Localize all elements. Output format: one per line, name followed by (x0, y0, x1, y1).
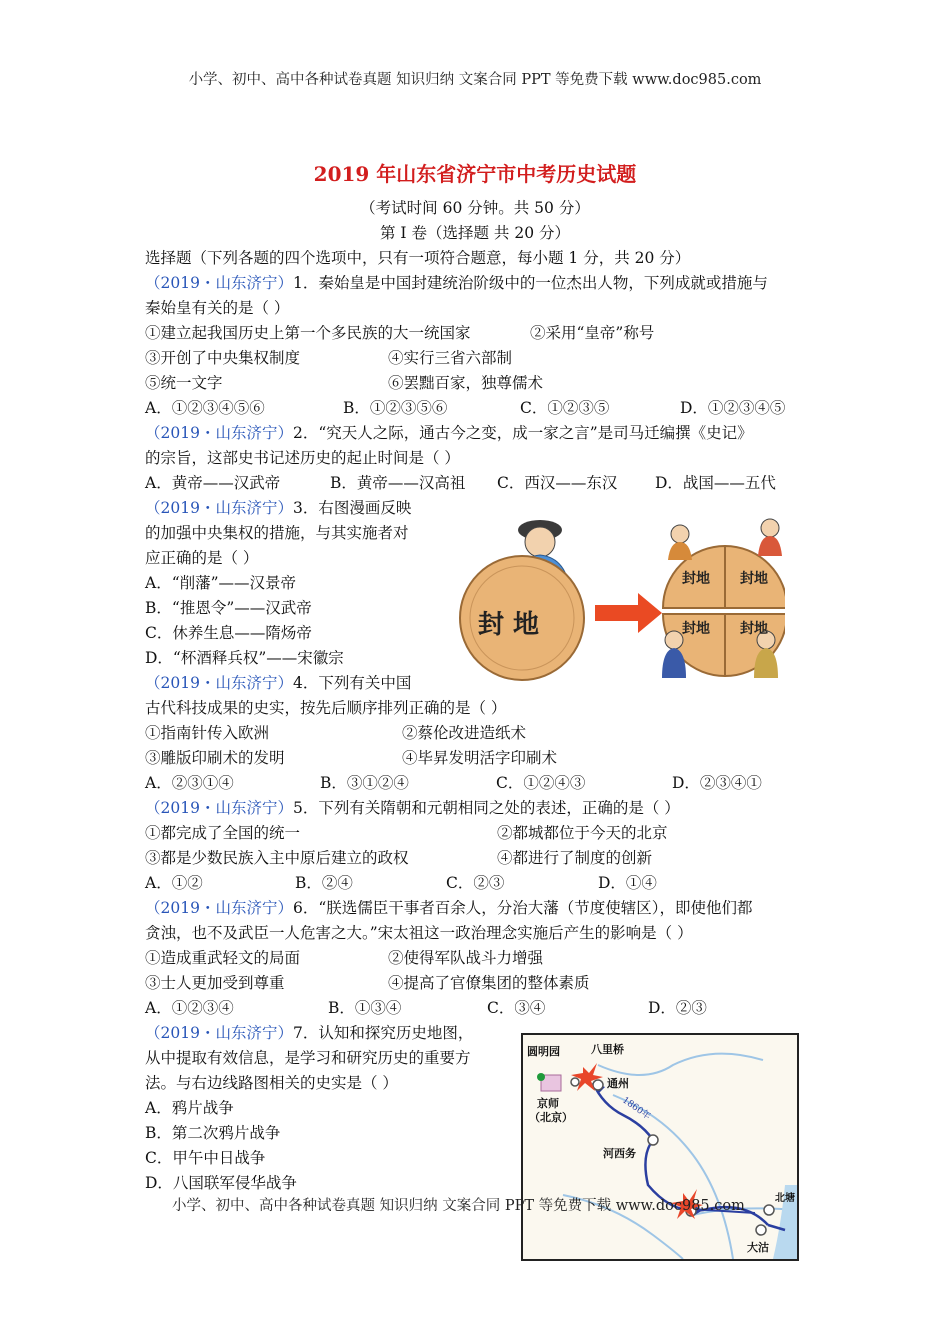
page-footer: 小学、初中、高中各种试卷真题 知识归纳 文案合同 PPT 等免费下载 www.doc985.com (172, 1198, 745, 1214)
q4-option-d: D．②③④① (672, 774, 762, 792)
section-title: 第 I 卷（选择题 共 20 分） (380, 224, 570, 242)
q7-option-a: A．鸦片战争 (145, 1099, 234, 1117)
q3-option-b: B．“推恩令”——汉武帝 (145, 599, 312, 617)
q4-stem: （2019・山东济宁）4．下列有关中国 (145, 674, 412, 692)
q2-option-c: C．西汉——东汉 (497, 474, 618, 492)
cartoon-small-label: 封地 (740, 571, 768, 587)
q4-option-b: B．③①②④ (320, 774, 409, 792)
q4-option-c: C．①②④③ (496, 774, 586, 792)
q5-item: ①都完成了全国的统一 (145, 824, 301, 842)
q6-item: ③士人更加受到尊重 (145, 974, 285, 992)
q5-item: ②都城都位于今天的北京 (497, 824, 668, 842)
q5-item: ③都是少数民族入主中原后建立的政权 (145, 849, 409, 867)
q6-option-a: A．①②③④ (145, 999, 234, 1017)
q1-item: ⑤统一文字 (145, 374, 223, 392)
cartoon-big-label: 封 地 (478, 610, 540, 640)
q1-option-a: A．①②③④⑤⑥ (145, 399, 265, 417)
cartoon-small-label: 封地 (682, 571, 710, 587)
q6-item: ④提高了官僚集团的整体素质 (388, 974, 590, 992)
q7-tag: （2019・山东济宁） (145, 1024, 293, 1042)
route-map (521, 1033, 799, 1261)
q2-stem-cont: 的宗旨，这部史书记述历史的起止时间是（ ） (145, 449, 460, 467)
q1-option-d: D．①②③④⑤ (680, 399, 786, 417)
q5-option-a: A．①② (145, 874, 203, 892)
q6-stem: （2019・山东济宁）6．“朕选儒臣干事者百余人，分治大藩（节度使辖区），即使他们都 (145, 899, 753, 917)
q3-stem-cont: 的加强中央集权的措施，与其实施者对 (145, 524, 409, 542)
q1-stem: （2019・山东济宁）1．秦始皇是中国封建统治阶级中的一位杰出人物，下列成就或措施与 (145, 274, 768, 292)
q4-item: ③雕版印刷术的发明 (145, 749, 285, 767)
q3-stem: （2019・山东济宁）3．右图漫画反映 (145, 499, 412, 517)
q3-option-a: A．“削藩”——汉景帝 (145, 574, 297, 592)
q5-option-b: B．②④ (295, 874, 353, 892)
q4-option-a: A．②③①④ (145, 774, 234, 792)
q4-stem-cont: 古代科技成果的史实，按先后顺序排列正确的是（ ） (145, 699, 507, 717)
q5-option-c: C．②③ (446, 874, 505, 892)
q7-option-d: D．八国联军侵华战争 (145, 1174, 297, 1192)
q2-tag: （2019・山东济宁） (145, 424, 293, 442)
q1-item: ④实行三省六部制 (388, 349, 513, 367)
instructions: 选择题（下列各题的四个选项中，只有一项符合题意，每小题 1 分，共 20 分） (145, 249, 691, 267)
q5-tag: （2019・山东济宁） (145, 799, 293, 817)
q4-tag: （2019・山东济宁） (145, 674, 293, 692)
page-header: 小学、初中、高中各种试卷真题 知识归纳 文案合同 PPT 等免费下载 www.doc985.com (188, 72, 762, 88)
q4-item: ④毕昇发明活字印刷术 (402, 749, 558, 767)
map-label-beijing: （北京） (529, 1111, 573, 1124)
q1-item: ⑥罢黜百家，独尊儒术 (388, 374, 544, 392)
fengdi-cartoon (440, 500, 785, 690)
map-label-year: 1860年 (620, 1095, 653, 1122)
q7-option-c: C．甲午中日战争 (145, 1149, 266, 1167)
q4-item: ②蔡伦改进造纸术 (402, 724, 527, 742)
q6-stem-cont: 贪浊，也不及武臣一人危害之大。”宋太祖这一政治理念实施后产生的影响是（ ） (145, 924, 693, 942)
q1-stem-cont: 秦始皇有关的是（ ） (145, 299, 290, 317)
q7-stem-cont: 法。与右边线路图相关的史实是（ ） (145, 1074, 398, 1092)
q6-option-c: C．③④ (487, 999, 546, 1017)
map-label-dagu: 大沽 (747, 1241, 769, 1254)
map-label-beitang: 北塘 (775, 1193, 795, 1204)
q1-tag: （2019・山东济宁） (145, 274, 293, 292)
map-label-jingshi: 京师 (537, 1097, 559, 1110)
q2-option-a: A．黄帝——汉武帝 (145, 474, 281, 492)
q7-option-b: B．第二次鸦片战争 (145, 1124, 281, 1142)
cartoon-small-label: 封地 (740, 621, 768, 637)
map-label-hexiwu: 河西务 (603, 1147, 636, 1160)
map-label-tongzhou: 通州 (607, 1077, 629, 1090)
q1-option-c: C．①②③⑤ (520, 399, 610, 417)
cartoon-small-label: 封地 (682, 621, 710, 637)
q2-option-d: D．战国——五代 (655, 474, 776, 492)
q5-item: ④都进行了制度的创新 (497, 849, 653, 867)
q2-stem: （2019・山东济宁）2．“究天人之际，通古今之变，成一家之言”是司马迁编撰《史记》 (145, 424, 753, 442)
q3-option-c: C．休养生息——隋炀帝 (145, 624, 312, 642)
q5-option-d: D．①④ (598, 874, 657, 892)
exam-subtitle: （考试时间 60 分钟。共 50 分） (360, 199, 590, 217)
q6-option-b: B．①③④ (328, 999, 402, 1017)
q6-tag: （2019・山东济宁） (145, 899, 293, 917)
q3-option-d: D．“杯酒释兵权”——宋徽宗 (145, 649, 344, 667)
q3-stem-cont: 应正确的是（ ） (145, 549, 259, 567)
q7-stem: （2019・山东济宁）7．认知和探究历史地图， (145, 1024, 474, 1042)
q1-item: ①建立起我国历史上第一个多民族的大一统国家 (145, 324, 471, 342)
page-title: 2019 年山东省济宁市中考历史试题 (313, 162, 637, 186)
q1-item: ②采用“皇帝”称号 (530, 324, 655, 342)
q1-option-b: B．①②③⑤⑥ (343, 399, 448, 417)
map-label-yuanmingyuan: 圆明园 (527, 1045, 560, 1058)
map-label-baliqiao: 八里桥 (591, 1043, 624, 1056)
q6-item: ②使得军队战斗力增强 (388, 949, 544, 967)
q7-stem-cont: 从中提取有效信息，是学习和研究历史的重要方 (145, 1049, 471, 1067)
q4-item: ①指南针传入欧洲 (145, 724, 270, 742)
q1-item: ③开创了中央集权制度 (145, 349, 301, 367)
q3-tag: （2019・山东济宁） (145, 499, 293, 517)
q2-option-b: B．黄帝——汉高祖 (330, 474, 466, 492)
q6-item: ①造成重武轻文的局面 (145, 949, 301, 967)
q5-stem: （2019・山东济宁）5．下列有关隋朝和元朝相同之处的表述，正确的是（ ） (145, 799, 680, 817)
q6-option-d: D．②③ (648, 999, 707, 1017)
